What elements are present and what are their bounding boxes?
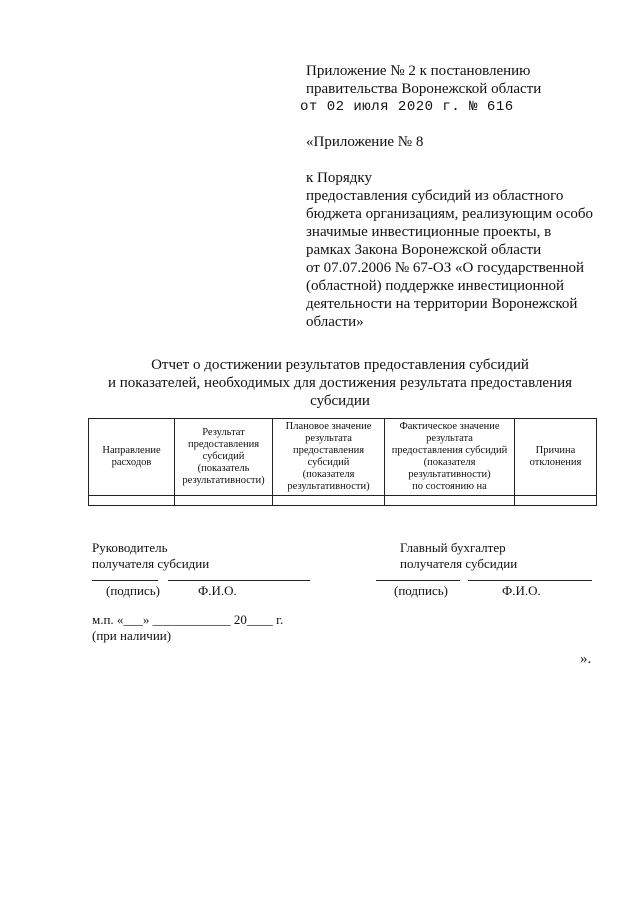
column-header-actual: Фактическое значение результата предоставления субсидий (показателя результативности) по состоянию на bbox=[385, 419, 515, 496]
right-signature-label: (подпись) bbox=[394, 583, 448, 598]
report-title-line: Отчет о достижении результатов предоставления субсидий bbox=[151, 357, 529, 373]
stamp-note: (при наличии) bbox=[92, 628, 172, 643]
header-line-3-stamp: от 02 июля 2020 г. № 616 bbox=[300, 99, 514, 115]
appendix-line: рамках Закона Воронежской области bbox=[306, 242, 542, 258]
report-title-line: и показателей, необходимых для достижения результата предоставления bbox=[107, 375, 573, 391]
table-header-row bbox=[89, 419, 597, 496]
report-title bbox=[60, 356, 620, 410]
column-header-direction: Направление расходов bbox=[89, 419, 175, 496]
appendix-reference bbox=[306, 169, 593, 331]
header-line-1: Приложение № 2 к постановлению bbox=[306, 63, 531, 79]
left-name-rule bbox=[168, 580, 310, 581]
left-signer-line: Руководитель bbox=[92, 540, 168, 555]
appendix-line: от 07.07.2006 № 67-ОЗ «О государственной bbox=[306, 260, 584, 276]
appendix-line: предоставления субсидий из областного bbox=[306, 188, 564, 204]
right-signer-title bbox=[400, 540, 517, 572]
right-name-rule bbox=[468, 580, 592, 581]
table-cell bbox=[515, 496, 597, 506]
left-signature-rule bbox=[92, 580, 158, 581]
report-title-line: субсидии bbox=[310, 393, 370, 409]
report-table bbox=[88, 418, 597, 506]
table-cell bbox=[89, 496, 175, 506]
column-header-reason: Причина отклонения bbox=[515, 419, 597, 496]
right-signature-rule bbox=[376, 580, 460, 581]
column-header-planned: Плановое значение результата предоставления субсидий (показателя результативности) bbox=[273, 419, 385, 496]
header-line-2: правительства Воронежской области bbox=[306, 81, 542, 97]
left-signer-line: получателя субсидии bbox=[92, 556, 210, 571]
table-row bbox=[89, 496, 597, 506]
right-signer-line: получателя субсидии bbox=[400, 556, 518, 571]
appendix-line: значимые инвестиционные проекты, в bbox=[306, 224, 552, 240]
right-name-label: Ф.И.О. bbox=[502, 583, 541, 598]
closing-quote: ». bbox=[580, 651, 592, 667]
left-signature-label: (подпись) bbox=[106, 583, 160, 598]
right-signer-line: Главный бухгалтер bbox=[400, 540, 506, 555]
appendix-line: деятельности на территории Воронежской bbox=[306, 296, 578, 312]
column-header-result: Результат предоставления субсидий (показатель результативности) bbox=[175, 419, 273, 496]
appendix-line: (областной) поддержке инвестиционной bbox=[306, 278, 565, 294]
appendix-line: бюджета организациям, реализующим особо bbox=[306, 206, 594, 222]
stamp-date-line: м.п. «___» ____________ 20____ г. bbox=[92, 612, 284, 627]
appendix-line: области» bbox=[306, 314, 364, 330]
appendix-line: к Порядку bbox=[306, 170, 372, 186]
appendix-title: «Приложение № 8 bbox=[306, 134, 424, 150]
table-cell bbox=[175, 496, 273, 506]
table-cell bbox=[273, 496, 385, 506]
left-signer-title bbox=[92, 540, 209, 572]
left-name-label: Ф.И.О. bbox=[198, 583, 237, 598]
table-cell bbox=[385, 496, 515, 506]
